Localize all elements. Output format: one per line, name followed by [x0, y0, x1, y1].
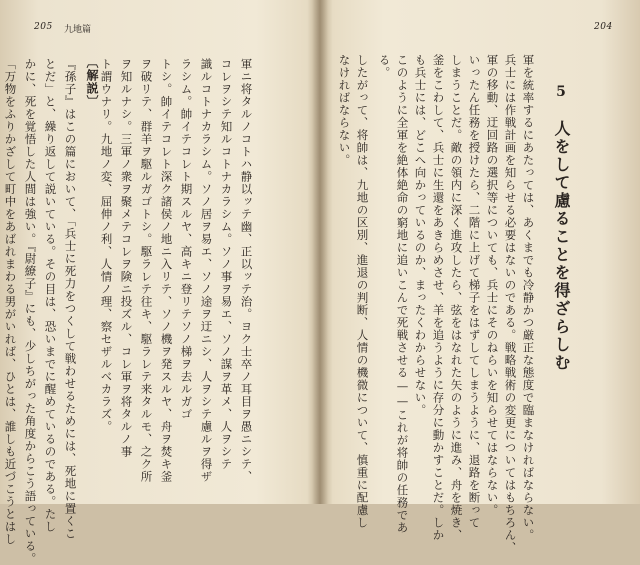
classical-text-column: ラシム。帥イテコレト期スルヤ、高キニ登リテソノ梯ヲ去ルガゴ: [179, 58, 194, 421]
commentary-column: 『孫子』はこの篇において、「兵士に死力をつくして戦わせるためには、死地に置くこ: [63, 58, 78, 540]
body-column: 兵士には作戦計画を知らせる必要はないのである。戦略戦術の変更についてはもちろん、: [503, 54, 518, 554]
body-column: る。: [377, 54, 392, 79]
left-page: [0, 0, 318, 565]
body-column: 軍を統率するにあたっては、あくまでも冷静かつ厳正な態度で臨まなければならない。: [521, 54, 536, 542]
classical-text-column: 識ルコトナカラシム。ソノ居ヲ易エ、ソノ途ヲ迂ニシ、人ヲシテ慮ルヲ得ザ: [199, 58, 214, 483]
body-column: しまうことだ。敵の領内に深く進攻したら、弦をはなれた矢のように進み、舟を焼き、: [449, 54, 464, 542]
classical-text-column: コレヲシテ知ルコトナカラシム。ソノ事ヲ易エ、ソノ謀ヲ革メ、人ヲシテ: [219, 58, 234, 471]
body-column: も兵士には、どこへ向かっているのか、まったくわからせない。: [413, 54, 428, 417]
classical-text-column: ト謂ウナリ。九地ノ変、屈伸ノ利、人情ノ理、察セザルベカラズ。: [99, 58, 114, 433]
running-head: 九地篇: [64, 25, 92, 35]
chapter-title: 人をして慮ることを得ざらしむ: [552, 120, 571, 372]
body-column: なければならない。: [337, 54, 352, 167]
body-column: 釜をこわして、兵士に生還をあきらめさせ、羊を追うように存分に動かすことだ。しか: [431, 54, 446, 542]
right-page-number: 204: [594, 22, 613, 32]
right-page: [322, 0, 640, 554]
commentary-column: かに、死を覚悟した人間は強い。『尉繚子』にも、少しちがった角度からこう語っている。: [23, 58, 38, 565]
body-column: いったん任務を授けたら、二階に上げて梯子をはずしてしまうように、退路を断って: [467, 54, 482, 529]
classical-text-column: ヲ知ルナシ。三軍ノ衆ヲ聚メテコレヲ険ニ投ズル、コレ軍ヲ将タルノ事: [119, 58, 134, 458]
classical-text-column: ヲ破リテ、群羊ヲ駆ルガゴトシ。駆ラレテ往キ、駆ラレテ来タルモ、之ク所: [139, 58, 154, 483]
classical-text-column: 軍ニ将タルノコトハ静以ッテ幽、正以ッテ治。ヨク士卒ノ耳目ヲ愚ニシテ、: [239, 58, 254, 483]
chapter-number: 5: [553, 84, 569, 102]
body-column: 軍の移動、迂回路の選択等についても、兵士にそのねらいを知らせてはならない。: [485, 54, 500, 517]
chapter-heading: [550, 84, 573, 372]
commentary-column: 「万物をふりかざして町中をあばれまわる男がいれば、ひとは、誰しも近づこうとはし: [3, 58, 18, 546]
classical-text-column: トシ。帥イテコレト深ク諸侯ノ地ニ入リテ、ソノ機ヲ発スルヤ、舟ヲ焚キ釜: [159, 58, 174, 483]
commentary-column: とだ」と、繰り返して説いている。その目は、恐いまでに醒めているのである。たし: [43, 58, 58, 533]
body-column: このように全軍を絶体絶命の窮地に追いこんで死戦させる——これが将帥の任務であ: [395, 54, 410, 534]
left-page-number: 205: [34, 22, 53, 32]
commentary-heading: 〔解説〕: [85, 56, 99, 108]
body-column: したがって、将帥は、九地の区別、進退の判断、人情の機微について、慎重に配慮し: [355, 54, 370, 529]
